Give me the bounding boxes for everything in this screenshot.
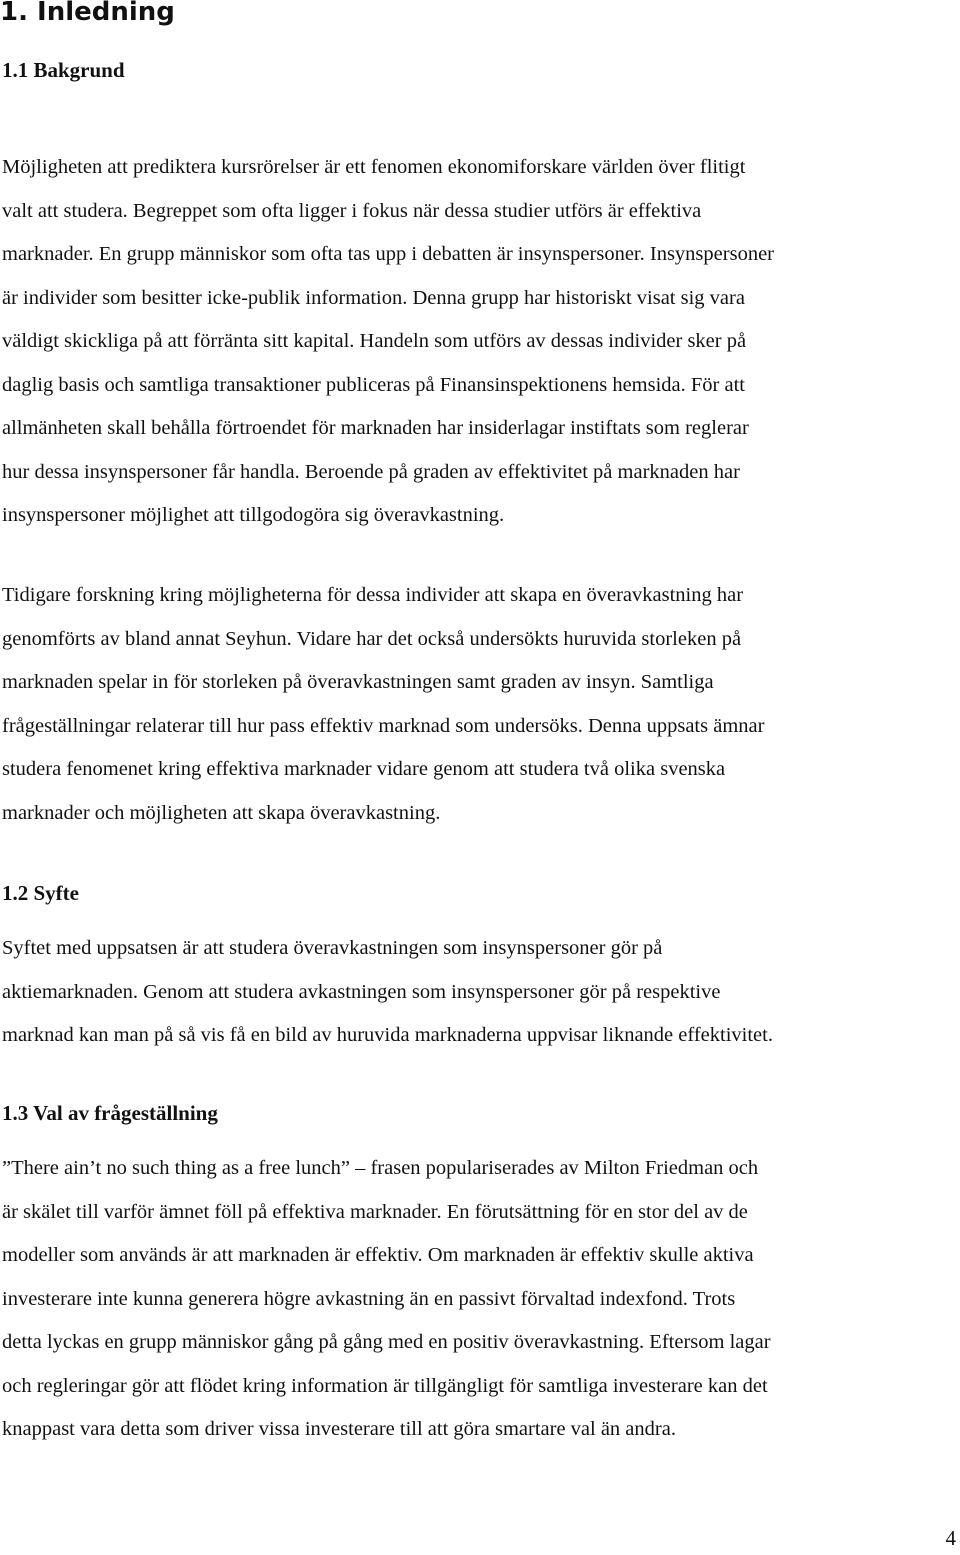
paragraph-line: marknader och möjligheten att skapa överavkastning. (2, 801, 441, 824)
paragraph-line: marknader. En grupp människor som ofta tas upp i debatten är insynspersoner. Insynspersoner (2, 243, 774, 265)
paragraph-line: allmänheten skall behålla förtroendet för marknaden har insiderlagar instiftats som reglerar (2, 417, 749, 439)
paragraph-line: och regleringar gör att flödet kring information är tillgängligt för samtliga investerare kan det (2, 1374, 768, 1397)
paragraph-line: Tidigare forskning kring möjligheterna för dessa individer att skapa en överavkastning har (2, 584, 744, 606)
paragraph-line: studera fenomenet kring effektiva marknader vidare genom att studera två olika svenska (2, 758, 726, 780)
chapter-title: 1. Inledning (0, 0, 175, 27)
paragraph-line: är individer som besitter icke-publik information. Denna grupp har historiskt visat sig vara (2, 286, 745, 309)
paragraph-line: Möjligheten att prediktera kursrörelser är ett fenomen ekonomiforskare världen över flitigt (2, 156, 746, 178)
section-heading-val: 1.3 Val av frågeställning (2, 1101, 218, 1125)
paragraph-line: insynspersoner möjlighet att tillgodogöra sig överavkastning. (2, 504, 505, 526)
paragraph-bakgrund-1 (2, 146, 958, 538)
section-heading-syfte: 1.2 Syfte (2, 881, 79, 905)
section-heading-bakgrund: 1.1 Bakgrund (2, 58, 125, 82)
paragraph-line: aktiemarknaden. Genom att studera avkastningen som insynspersoner gör på respektive (2, 980, 721, 1003)
paragraph-line: marknaden spelar in för storleken på överavkastningen samt graden av insyn. Samtliga (2, 671, 714, 693)
paragraph-line: genomförts av bland annat Seyhun. Vidare har det också undersökts huruvida storleken på (2, 627, 742, 650)
paragraph-line: knappast vara detta som driver vissa investerare till att göra smartare val än andra. (2, 1418, 676, 1440)
paragraph-line: detta lyckas en grupp människor gång på gång med en positiv överavkastning. Eftersom lagar (2, 1331, 771, 1353)
paragraph-line: daglig basis och samtliga transaktioner publiceras på Finansinspektionens hemsida. För att (2, 373, 745, 396)
paragraph-line: hur dessa insynspersoner får handla. Beroende på graden av effektivitet på marknaden har (2, 460, 740, 483)
paragraph-line: investerare inte kunna generera högre avkastning än en passivt förvaltad indexfond. Trots (2, 1287, 736, 1310)
paragraph-line: Syftet med uppsatsen är att studera överavkastningen som insynspersoner gör på (2, 937, 663, 959)
paragraph-line: modeller som används är att marknaden är effektiv. Om marknaden är effektiv skulle aktiva (2, 1244, 754, 1266)
page-number: 4 (945, 1526, 956, 1550)
paragraph-bakgrund-2 (2, 574, 958, 835)
paragraph-line: ”There ain’t no such thing as a free lunch” – frasen populariserades av Milton Friedman och (2, 1157, 759, 1179)
paragraph-line: valt att studera. Begreppet som ofta ligger i fokus när dessa studier utförs är effektiva (2, 199, 702, 222)
paragraph-syfte-1 (2, 927, 958, 1058)
paragraph-val-1 (2, 1147, 958, 1452)
paragraph-line: är skälet till varför ämnet föll på effektiva marknader. En förutsättning för en stor del av de (2, 1200, 748, 1223)
paragraph-line: marknad kan man på så vis få en bild av huruvida marknaderna uppvisar liknande effektivitet. (2, 1024, 773, 1046)
paragraph-line: frågeställningar relaterar till hur pass effektiv marknad som undersöks. Denna uppsats ämnar (2, 714, 765, 737)
paragraph-line: väldigt skickliga på att förränta sitt kapital. Handeln som utförs av dessas individer sker på (2, 330, 747, 352)
